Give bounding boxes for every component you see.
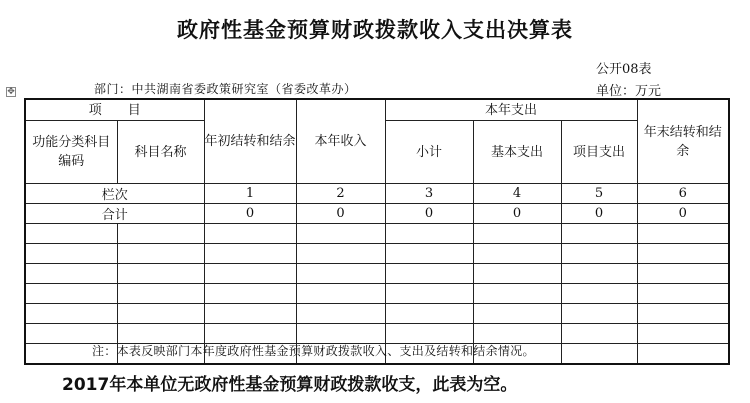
- department-label: 部门：中共湖南省委政策研究室（省委改革办）: [94, 82, 357, 96]
- header-item-group: 项 目: [25, 99, 204, 121]
- table-row: [25, 264, 729, 284]
- table-cell: 1: [204, 184, 296, 204]
- form-number: 公开08表: [596, 62, 652, 77]
- table-note: 注：本表反映部门本年度政府性基金预算财政拨款收入、支出及结转和结余情况。: [92, 344, 535, 358]
- budget-table: [24, 98, 730, 365]
- unit-label: 单位：万元: [596, 84, 662, 99]
- table-row: [25, 284, 729, 304]
- table-cell: 2: [296, 184, 385, 204]
- table-cell: 0: [473, 204, 561, 224]
- header-project-expense: 项目支出: [561, 121, 637, 184]
- table-row: [25, 224, 729, 244]
- table-cell: 5: [561, 184, 637, 204]
- header-expense-group: 本年支出: [385, 99, 637, 121]
- table-cell: 6: [637, 184, 729, 204]
- table-cell: 0: [204, 204, 296, 224]
- table-row: [25, 324, 729, 344]
- table-cell: 0: [385, 204, 473, 224]
- header-row-1: [25, 99, 729, 121]
- table-cell: 3: [385, 184, 473, 204]
- table-cell: 0: [561, 204, 637, 224]
- table-cell: 0: [637, 204, 729, 224]
- header-opening-balance: 年初结转和结余: [204, 99, 296, 184]
- row-total-label: 合计: [25, 204, 204, 224]
- table-row: [25, 244, 729, 264]
- header-subject-name: 科目名称: [117, 121, 204, 184]
- move-handle-icon[interactable]: ✥: [7, 87, 15, 97]
- page-title: 政府性基金预算财政拨款收入支出决算表: [177, 17, 573, 42]
- row-index-label: 栏次: [25, 184, 204, 204]
- header-annual-income: 本年收入: [296, 99, 385, 184]
- empty-statement: 2017年本单位无政府性基金预算财政拨款收支，此表为空。: [62, 375, 518, 395]
- table-cell: 0: [296, 204, 385, 224]
- header-function-code: 功能分类科目编码: [25, 121, 117, 184]
- table-row-index: [25, 184, 729, 204]
- table-row-total: [25, 204, 729, 224]
- header-closing-balance: 年末结转和结余: [637, 99, 729, 184]
- table-cell: 4: [473, 184, 561, 204]
- table-row: [25, 304, 729, 324]
- header-basic-expense: 基本支出: [473, 121, 561, 184]
- header-subtotal: 小计: [385, 121, 473, 184]
